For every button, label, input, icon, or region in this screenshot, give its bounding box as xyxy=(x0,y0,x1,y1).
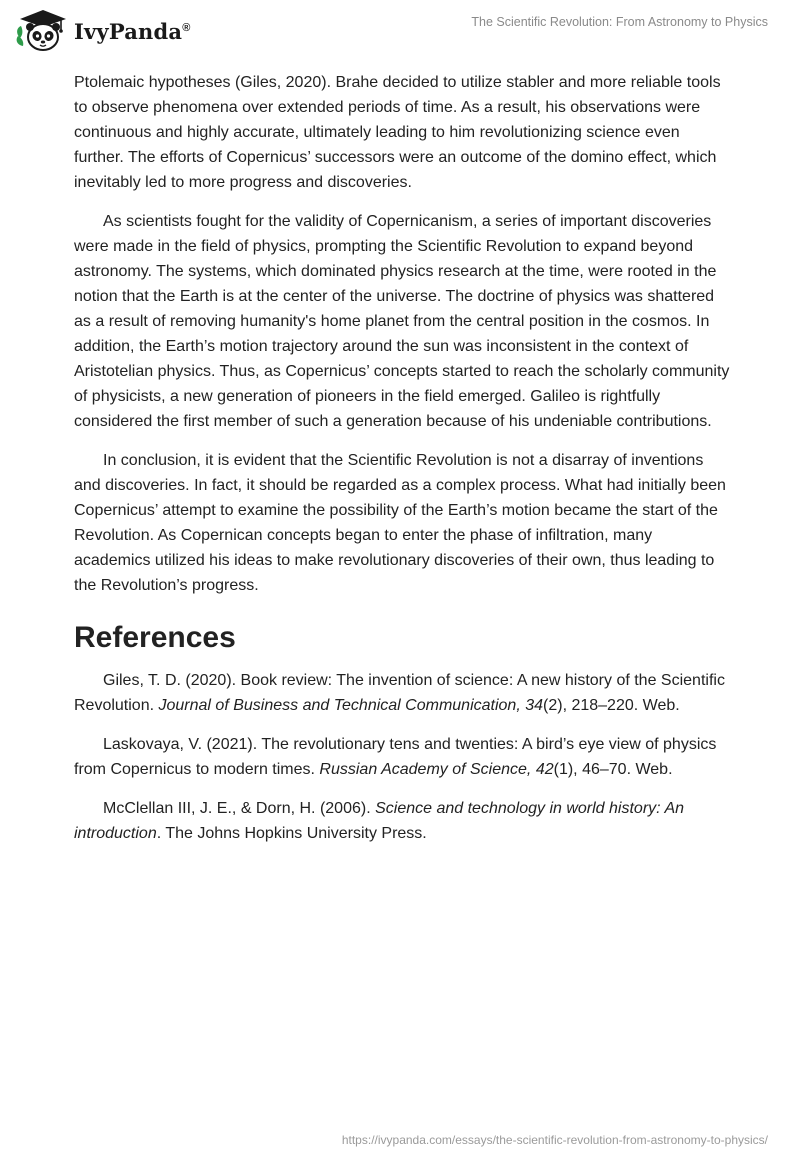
reference-text: Giles, T. D. (2020). Book review: The invention of science: A new history of the Scientific Revolution. xyxy=(74,672,725,714)
panda-graduate-icon xyxy=(14,8,72,54)
reference-text: McClellan III, J. E., & Dorn, H. (2006). xyxy=(103,800,376,817)
body-paragraph-2: As scientists fought for the validity of Copernicanism, a series of important discoveries were made in the field of physics, prompting the Scientific Revolution to expand beyond astronomy. The systems, which dominated physics research at the time, were rooted in the notion that the Earth is at the center of the universe. The doctrine of physics was shattered as a result of removing humanity's home planet from the central position in the cosmos. In addition, the Earth’s motion trajectory around the sun was inconsistent in the context of Aristotelian physics. Thus, as Copernicus’ concepts started to reach the scholarly community of physicists, a new generation of pioneers in the field emerged. Galileo is rightfully considered the first member of such a generation because of his undeniable contributions. xyxy=(74,213,730,430)
body-paragraph-3: In conclusion, it is evident that the Scientific Revolution is not a disarray of inventions and discoveries. In fact, it should be regarded as a complex process. What had initially been Copernicus’ attempt to examine the possibility of the Earth’s motion became the start of the Revolution. As Copernican concepts began to enter the phase of infiltration, many academics utilized his ideas to make revolutionary discoveries of their own, thus leading to the Revolution’s progress. xyxy=(74,452,726,594)
references-heading: References xyxy=(74,621,236,654)
reference-details: (2), 218–220. Web. xyxy=(543,697,680,714)
reference-source: Russian Academy of Science, 42 xyxy=(319,761,554,778)
page-header xyxy=(0,0,800,64)
essay-content xyxy=(74,70,730,860)
registered-mark: ® xyxy=(182,21,191,34)
source-url[interactable]: https://ivypanda.com/essays/the-scientific-revolution-from-astronomy-to-physics/ xyxy=(341,1133,768,1147)
reference-item xyxy=(74,668,730,718)
reference-details: (1), 46–70. Web. xyxy=(553,761,673,778)
reference-item xyxy=(74,796,730,846)
logo-wordmark: IvyPanda® xyxy=(74,18,191,44)
document-title: The Scientific Revolution: From Astronomy to Physics xyxy=(471,15,768,29)
reference-text: Laskovaya, V. (2021). The revolutionary tens and twenties: A bird’s eye view of physics from Copernicus to modern times. xyxy=(74,736,717,778)
reference-details: . The Johns Hopkins University Press. xyxy=(156,825,427,842)
ivypanda-logo[interactable] xyxy=(14,8,191,54)
reference-source: Science and technology in world history: An introduction xyxy=(74,800,685,842)
body-paragraph-1: Ptolemaic hypotheses (Giles, 2020). Brahe decided to utilize stabler and more reliable tools to observe phenomena over extended periods of time. As a result, his observations were continuous and highly accurate, ultimately leading to him revolutionizing science even further. The efforts of Copernicus’ successors were an outcome of the domino effect, which inevitably led to more progress and discoveries. xyxy=(74,74,721,191)
reference-source: Journal of Business and Technical Communication, 34 xyxy=(158,697,544,714)
reference-item xyxy=(74,732,730,782)
